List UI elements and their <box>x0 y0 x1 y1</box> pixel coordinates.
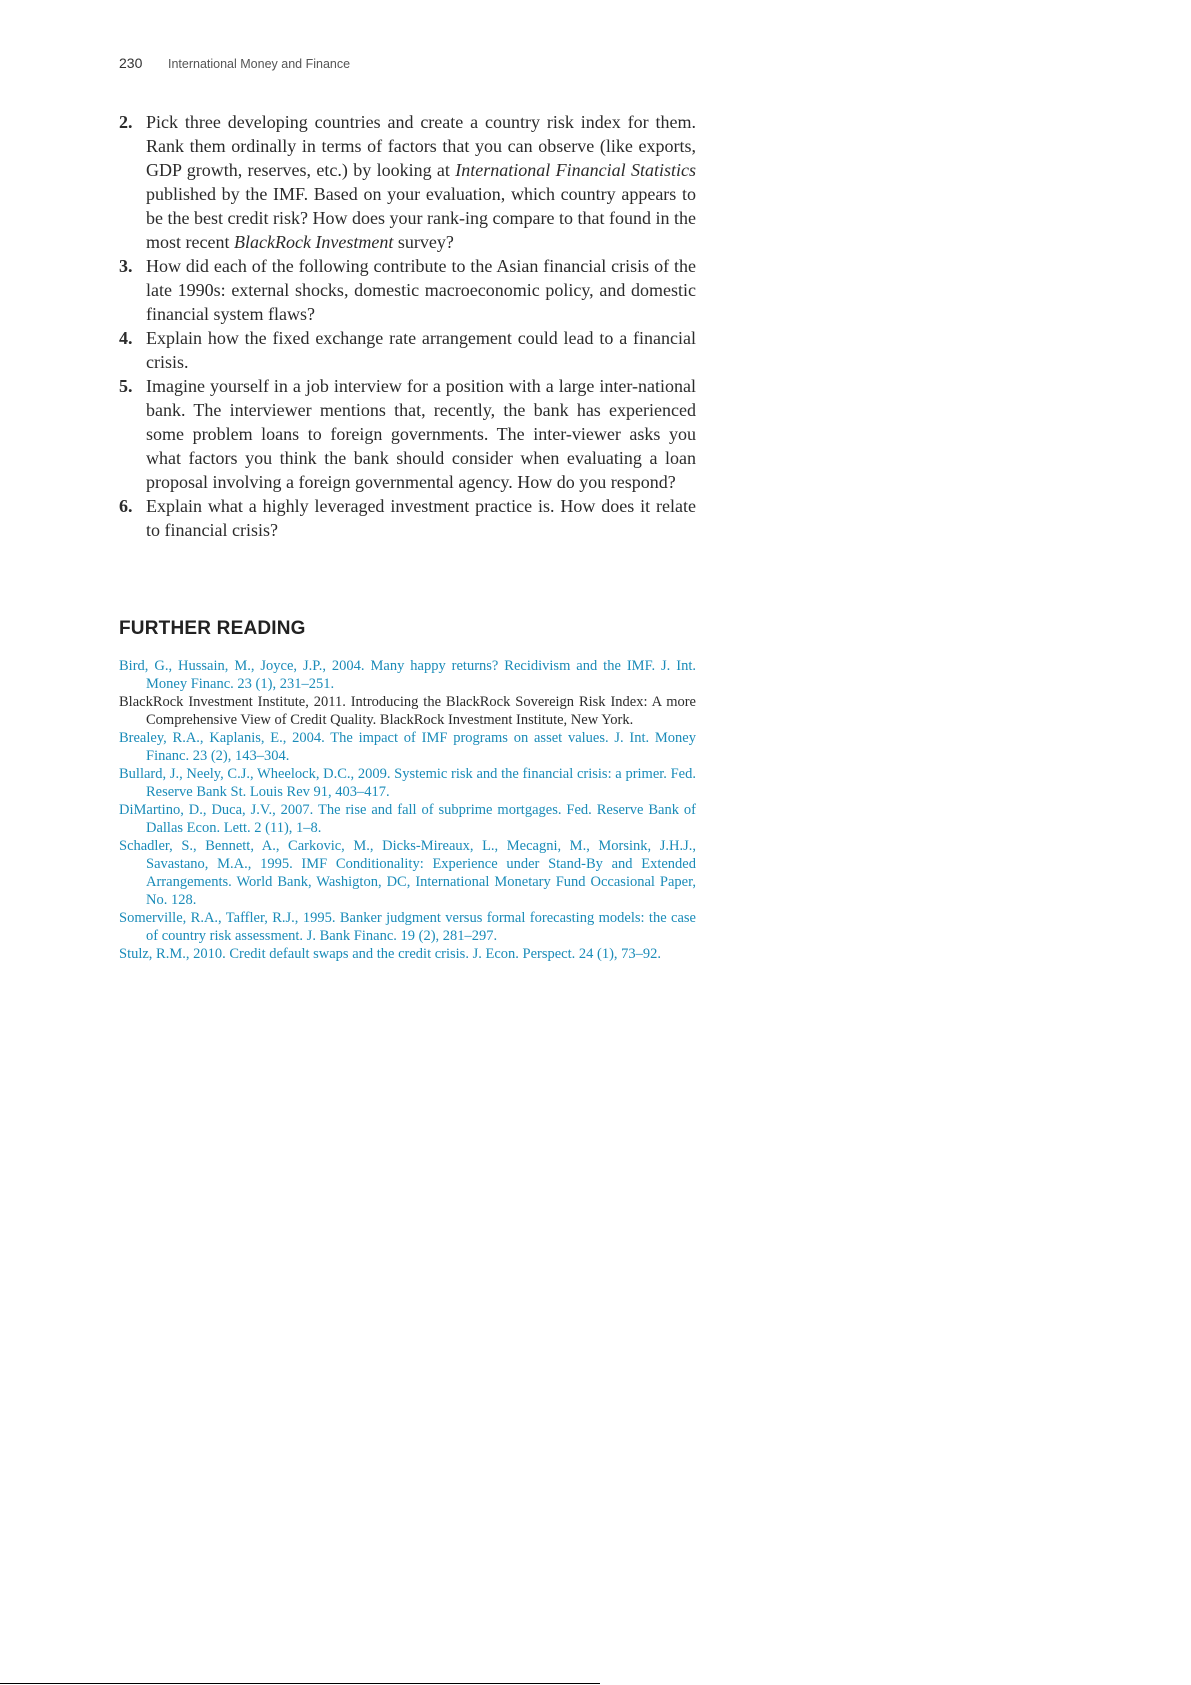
reference-link[interactable]: Bird, G., Hussain, M., Joyce, J.P., 2004. Many happy returns? Recidivism and the IMF. J. Int. Money Financ. 23 (1), 231–251. <box>119 658 696 692</box>
question-text: Imagine yourself in a job interview for a position with a large inter-national bank. The interviewer mentions that, recently, the bank has experienced some problem loans to foreign governments. The inter-viewer asks you what factors you think the bank should consider when evaluating a loan proposal involving a foreign governmental agency. How do you respond? <box>146 376 696 492</box>
reference-link[interactable]: DiMartino, D., Duca, J.V., 2007. The rise and fall of subprime mortgages. Fed. Reserve Bank of Dallas Econ. Lett. 2 (11), 1–8. <box>119 802 696 836</box>
question-text: How did each of the following contribute to the Asian financial crisis of the late 1990s: external shocks, domestic macroeconomic policy, and domestic financial system flaws? <box>146 256 696 324</box>
running-title: International Money and Finance <box>167 57 351 71</box>
reference-link[interactable]: Brealey, R.A., Kaplanis, E., 2004. The impact of IMF programs on asset values. J. Int. Money Financ. 23 (2), 143–304. <box>119 730 696 764</box>
question-text: published by the IMF. Based on your evaluation, which country appears to be the best credit risk? How does your rank-ing compare to that found in the most recent <box>146 184 696 252</box>
question-number: 2. <box>119 112 133 132</box>
question-number: 3. <box>119 256 133 276</box>
question-item <box>119 110 696 254</box>
question-item <box>119 254 696 326</box>
bottom-rule <box>0 1683 600 1684</box>
question-item <box>119 494 696 542</box>
question-italic-text: International Financial Statistics <box>455 160 696 180</box>
further-reading-heading: FURTHER READING <box>119 618 306 639</box>
page-number: 230 <box>119 55 143 71</box>
running-header <box>119 55 350 71</box>
question-text: Pick three developing countries and create a country risk index for them. Rank them ordinally in terms of factors that you can observe (like exports, GDP growth, reserves, etc.) by looking at <box>146 112 696 180</box>
question-item <box>119 326 696 374</box>
reference-link[interactable]: Somerville, R.A., Taffler, R.J., 1995. Banker judgment versus formal forecasting models: the case of country risk assessment. J. Bank Financ. 19 (2), 281–297. <box>119 910 696 944</box>
question-text: Explain how the fixed exchange rate arrangement could lead to a financial crisis. <box>146 328 696 372</box>
question-text: Explain what a highly leveraged investment practice is. How does it relate to financial crisis? <box>146 496 696 540</box>
reference-list <box>119 657 696 963</box>
reference-link[interactable]: Schadler, S., Bennett, A., Carkovic, M., Dicks-Mireaux, L., Mecagni, M., Morsink, J.H.J., Savastano, M.A., 1995. IMF Conditionality: Experience under Stand-By and Extended Arrangements. World Bank, Washigton, DC, International Monetary Fund Occasional Paper, No. 128. <box>119 838 696 908</box>
question-number: 4. <box>119 328 133 348</box>
question-italic-text: BlackRock Investment <box>233 232 394 252</box>
reference-entry: BlackRock Investment Institute, 2011. Introducing the BlackRock Sovereign Risk Index: A more Comprehensive View of Credit Quality. BlackRock Investment Institute, New York. <box>119 694 696 728</box>
reference-link[interactable]: Stulz, R.M., 2010. Credit default swaps and the credit crisis. J. Econ. Perspect. 24 (1), 73–92. <box>119 946 662 962</box>
question-number: 6. <box>119 496 133 516</box>
reference-link[interactable]: Bullard, J., Neely, C.J., Wheelock, D.C., 2009. Systemic risk and the financial crisis: a primer. Fed. Reserve Bank St. Louis Rev 91, 403–417. <box>119 766 696 800</box>
question-item <box>119 374 696 494</box>
question-text: survey? <box>393 232 454 252</box>
question-list <box>119 110 696 542</box>
question-number: 5. <box>119 376 133 396</box>
